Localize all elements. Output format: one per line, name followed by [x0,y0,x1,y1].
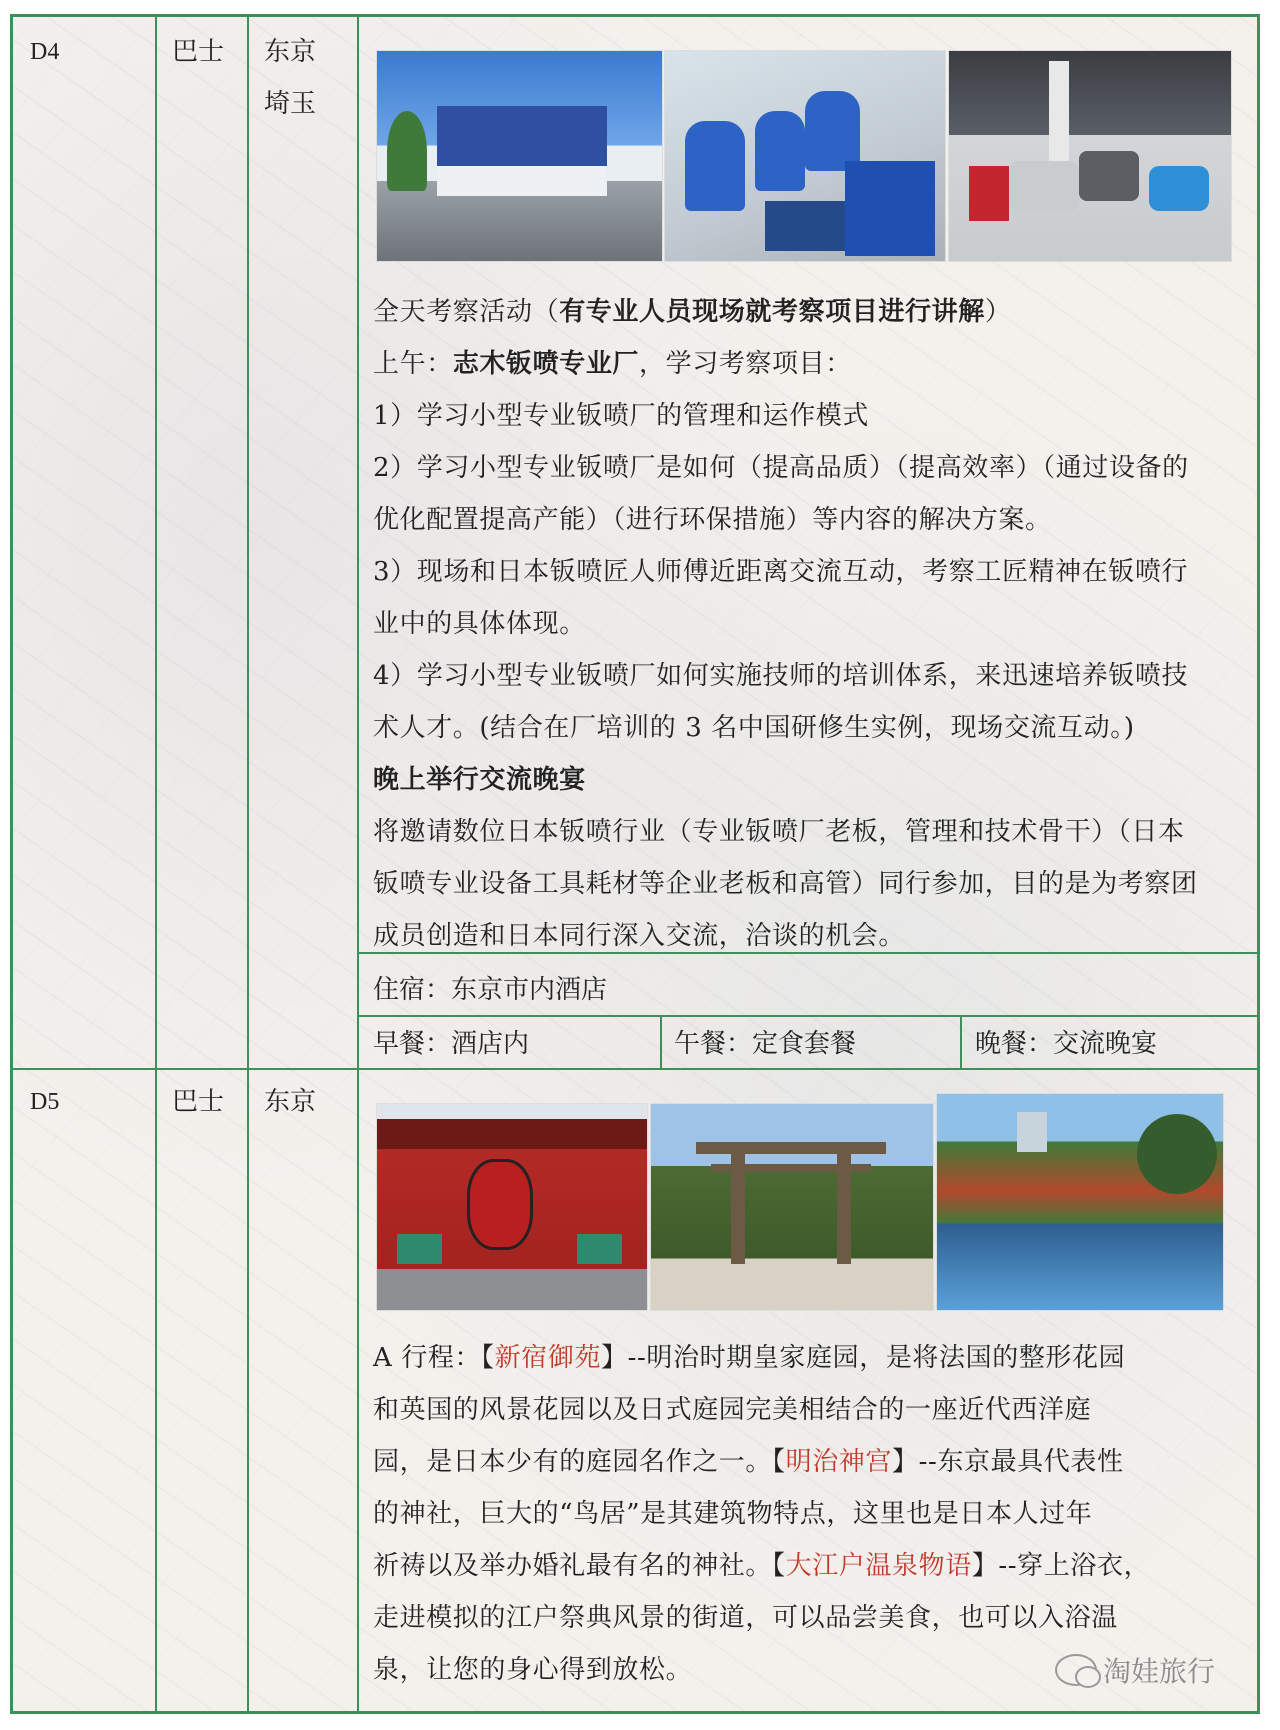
row-divider [357,1015,1257,1017]
d4-item-line: 2）学习小型专业钣喷厂是如何（提高品质）（提高效率）（通过设备的 [373,453,1189,483]
column-divider [357,17,359,1711]
day-label: D4 [30,39,60,65]
evening-banquet-title: 晚上举行交流晚宴 [373,765,586,795]
d5-text-line: 园，是日本少有的庭园名作之一。【明治神宫】--东京最具代表性 [373,1447,1124,1477]
d4-item-line: 1）学习小型专业钣喷厂的管理和运作模式 [373,401,869,431]
column-divider [247,17,249,1711]
watermark [1055,1650,1215,1690]
column-divider [155,17,157,1711]
factory-building-photo [376,50,663,262]
d4-item-line: 业中的具体体现。 [373,609,586,639]
city-label: 埼玉 [264,89,317,119]
day-divider [13,1068,1257,1070]
d4-item-line: 3）现场和日本钣喷匠人师傅近距离交流互动，考察工匠精神在钣喷行 [373,557,1189,587]
d5-text-line: 祈祷以及举办婚礼最有名的神社。【大江户温泉物语】--穿上浴衣， [373,1551,1151,1581]
d4-item-line: 4）学习小型专业钣喷厂如何实施技师的培训体系，来迅速培养钣喷技 [373,661,1189,691]
lunch-info: 午餐：定食套餐 [674,1029,857,1059]
city-label: 东京 [264,1087,317,1117]
d5-text-line: 走进模拟的江户祭典风景的街道，可以品尝美食，也可以入浴温 [373,1603,1118,1633]
wechat-icon [1055,1654,1097,1686]
city-label: 东京 [264,37,317,67]
transport-label: 巴士 [172,37,225,67]
car-workshop-photo [948,50,1232,262]
d5-text-line: 泉，让您的身心得到放松。 [373,1655,693,1685]
watermark-text: 淘娃旅行 [1103,1655,1216,1688]
evening-line: 成员创造和日本同行深入交流，洽谈的机会。 [373,921,906,951]
meal-divider [960,1016,962,1068]
kaminarimon-gate-photo [376,1103,648,1311]
dinner-info: 晚餐：交流晚宴 [975,1029,1158,1059]
shinjuku-garden-photo [936,1093,1224,1311]
d5-text-line: 的神社，巨大的“鸟居”是其建筑物特点，这里也是日本人过年 [373,1499,1093,1529]
workers-training-photo [664,50,946,262]
breakfast-info: 早餐：酒店内 [373,1029,530,1059]
d4-description [373,286,1245,962]
evening-line: 钣喷专业设备工具耗材等企业老板和高管）同行参加，目的是为考察团 [373,869,1198,899]
d5-description [373,1332,1245,1696]
d4-morning-line: 上午：志木钣喷专业厂，学习考察项目： [373,349,852,379]
lodging-info: 住宿：东京市内酒店 [373,975,608,1005]
transport-label: 巴士 [172,1087,225,1117]
sight-shinjuku-gyoen: 新宿御苑 [494,1343,602,1373]
d5-text-line: A 行程：【新宿御苑】--明治时期皇家庭园，是将法国的整形花园 [373,1343,1126,1373]
d4-item-line: 优化配置提高产能）（进行环保措施）等内容的解决方案。 [373,505,1052,535]
sight-meiji-jingu: 明治神宫 [785,1447,893,1477]
meal-divider [660,1016,662,1068]
day-label: D5 [30,1089,60,1115]
meiji-torii-photo [650,1103,934,1311]
d4-item-line: 术人才。(结合在厂培训的 3 名中国研修生实例，现场交流互动。) [373,713,1135,743]
d4-intro-line: 全天考察活动（有专业人员现场就考察项目进行讲解） [373,297,1012,327]
evening-line: 将邀请数位日本钣喷行业（专业钣喷厂老板，管理和技术骨干）（日本 [373,817,1185,847]
sight-oedo-onsen: 大江户温泉物语 [785,1551,972,1581]
d5-text-line: 和英国的风景花园以及日式庭园完美相结合的一座近代西洋庭 [373,1395,1092,1425]
